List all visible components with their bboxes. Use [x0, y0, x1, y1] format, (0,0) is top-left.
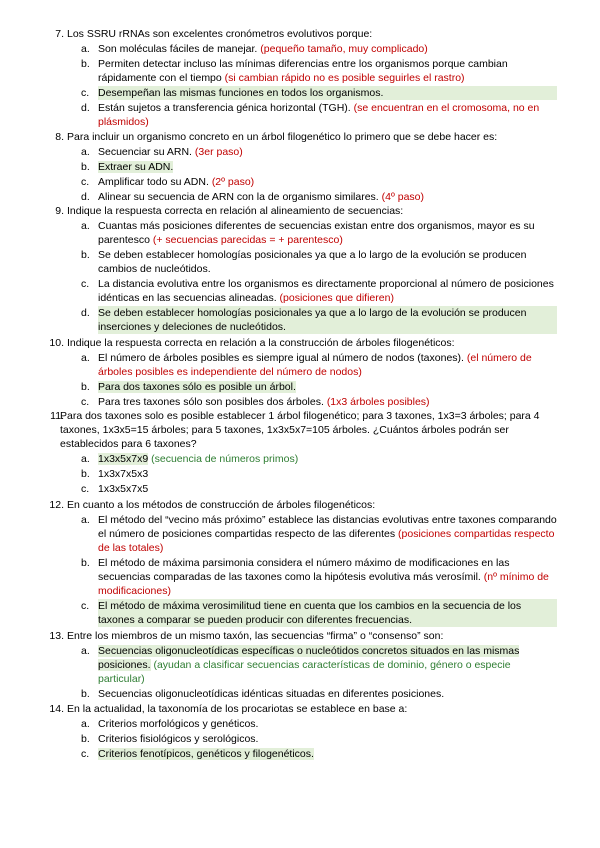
question-number: 11. — [50, 410, 64, 422]
option-note: (se encuentran en el cromosoma, no en plásmidos) — [98, 102, 540, 128]
option-letter: b. — [81, 58, 90, 70]
question-stem: Para dos taxones solo es posible establecer 1 árbol filogenético; para 3 taxones, 1x3=3 árboles; para 4 taxones, 1x3x5=15 árboles; para 5 taxones, 1x3x5x7=105 árboles. ¿Cuántos árboles podrán ser establecidos para 6 taxones? — [60, 410, 540, 450]
option-text: Secuenciar su ARN. — [98, 146, 192, 158]
correct-answer-highlight — [98, 306, 557, 334]
question-number: 13. — [49, 630, 64, 642]
question-number: 12. — [49, 499, 64, 511]
question-stem: Para incluir un organismo concreto en un árbol filogenético lo primero que se debe hacer es: — [67, 131, 498, 143]
option-letter: d. — [81, 102, 90, 114]
option-text: Criterios fisiológicos y serológicos. — [98, 733, 259, 745]
question-11 — [0, 409, 600, 497]
option-text: Cuantas más posiciones diferentes de secuencias existan entre dos organismos, mayor es su parentesco — [98, 220, 535, 246]
option-text: Para tres taxones sólo son posibles dos árboles. — [98, 396, 324, 408]
question-stem: En cuanto a los métodos de construcción de árboles filogenéticos: — [67, 499, 376, 511]
option-letter: a. — [81, 43, 90, 55]
question-stem: Entre los miembros de un mismo taxón, las secuencias “firma” o “consenso” son: — [67, 630, 444, 642]
option-text: Alinear su secuencia de ARN con la de organismo similares. — [98, 191, 379, 203]
option-note: (1x3 árboles posibles) — [326, 396, 430, 408]
option-8a — [81, 145, 557, 159]
option-text: El número de árboles posibles es siempre igual al número de nodos (taxones). — [98, 352, 464, 364]
correct-answer-highlight — [98, 86, 557, 100]
question-14 — [0, 702, 600, 762]
option-note: (posiciones compartidas respecto de las totales) — [98, 528, 555, 554]
option-7b — [81, 57, 557, 85]
question-number: 10. — [49, 337, 64, 349]
question-9 — [0, 204, 600, 335]
option-note: (si cambian rápido no es posible seguirles el rastro) — [224, 72, 465, 84]
option-14c — [81, 747, 557, 761]
question-10 — [0, 336, 600, 410]
option-letter: a. — [81, 718, 90, 730]
option-12b — [81, 556, 557, 598]
question-stem: Indique la respuesta correcta en relación a la construcción de árboles filogenéticos: — [67, 337, 455, 349]
option-10a — [81, 351, 557, 379]
option-10c — [81, 395, 557, 409]
option-14a — [81, 717, 557, 731]
option-text: 1x3x5x7x5 — [98, 483, 149, 495]
option-12a — [81, 513, 557, 555]
option-letter: a. — [81, 645, 90, 657]
correct-answer-highlight — [98, 599, 557, 627]
option-7a — [81, 42, 557, 56]
option-14b — [81, 732, 557, 746]
question-number: 8. — [55, 131, 64, 143]
option-letter: b. — [81, 249, 90, 261]
option-text: Extraer su ADN. — [98, 161, 174, 173]
option-note: (posiciones que difieren) — [279, 292, 394, 304]
option-10b — [81, 380, 557, 394]
option-note: (4º paso) — [381, 191, 425, 203]
option-text: El método de máxima parsimonia considera el número máximo de modificaciones en las secuencias comparadas de las taxones como la hipótesis evolutiva más verosímil. — [98, 557, 510, 583]
option-letter: b. — [81, 557, 90, 569]
option-letter: a. — [81, 352, 90, 364]
option-text: Desempeñan las mismas funciones en todos los organismos. — [98, 87, 384, 99]
option-8c — [81, 175, 557, 189]
option-letter: c. — [81, 87, 90, 99]
option-text: El método del “vecino más próximo” establece las distancias evolutivas entre taxones comparando el número de posiciones compartidas respecto de las diferentes — [98, 514, 557, 540]
option-letter: b. — [81, 468, 90, 480]
option-note: (pequeño tamaño, muy complicado) — [260, 43, 428, 55]
option-text: Son moléculas fáciles de manejar. — [98, 43, 258, 55]
option-text: 1x3x5x7x9 — [98, 453, 149, 465]
option-8d — [81, 190, 557, 204]
option-letter: d. — [81, 307, 90, 319]
question-stem: Los SSRU rRNAs son excelentes cronómetros evolutivos porque: — [67, 28, 373, 40]
option-8b — [81, 160, 557, 174]
option-7c — [81, 86, 557, 100]
question-number: 14. — [49, 703, 64, 715]
question-7 — [0, 27, 600, 130]
option-7d — [81, 101, 557, 129]
option-text: Están sujetos a transferencia génica horizontal (TGH). — [98, 102, 351, 114]
question-13 — [0, 629, 600, 702]
option-letter: d. — [81, 191, 90, 203]
question-number: 7. — [55, 28, 64, 40]
option-13b — [81, 687, 557, 701]
option-text: Amplificar todo su ADN. — [98, 176, 209, 188]
option-letter: a. — [81, 453, 90, 465]
question-number: 9. — [55, 205, 64, 217]
option-9b — [81, 248, 557, 276]
option-text: La distancia evolutiva entre los organismos es directamente proporcional al número de posiciones idénticas en las secuencias alineadas. — [98, 278, 554, 304]
option-text: Para dos taxones sólo es posible un árbol. — [98, 381, 296, 393]
option-11a — [81, 452, 557, 466]
option-11b — [81, 467, 557, 481]
option-letter: c. — [81, 176, 90, 188]
option-note: (nº mínimo de modificaciones) — [98, 571, 549, 597]
option-note: (3er paso) — [194, 146, 243, 158]
option-text: Criterios morfológicos y genéticos. — [98, 718, 259, 730]
option-note: (el número de árboles posibles es independiente del número de nodos) — [98, 352, 532, 378]
option-letter: c. — [81, 748, 90, 760]
option-13a — [81, 644, 557, 686]
option-text: Se deben establecer homologías posicionales ya que a lo largo de la evolución se producen cambios de nucleótidos. — [98, 249, 527, 275]
option-12c — [81, 599, 557, 627]
option-letter: a. — [81, 220, 90, 232]
option-9a — [81, 219, 557, 247]
option-11c — [81, 482, 557, 496]
option-letter: b. — [81, 733, 90, 745]
option-note: (secuencia de números primos) — [151, 453, 299, 465]
option-letter: a. — [81, 146, 90, 158]
option-9d — [81, 306, 557, 334]
option-letter: b. — [81, 161, 90, 173]
option-note: (ayudan a clasificar secuencias características de dominio, género o especie particular) — [98, 659, 511, 685]
question-8 — [0, 130, 600, 205]
question-stem: En la actualidad, la taxonomía de los procariotas se establece en base a: — [67, 703, 408, 715]
option-text: Criterios fenotípicos, genéticos y filogenéticos. — [98, 748, 314, 760]
option-text: Permiten detectar incluso las mínimas diferencias entre los organismos porque cambian rápidamente con el tiempo — [98, 58, 508, 84]
option-letter: c. — [81, 396, 90, 408]
option-9c — [81, 277, 557, 305]
option-note: (+ secuencias parecidas = + parentesco) — [152, 234, 343, 246]
option-letter: c. — [81, 600, 90, 612]
option-text: Se deben establecer homologías posicionales ya que a lo largo de la evolución se producen inserciones y deleciones de nucleótidos. — [98, 307, 527, 333]
option-letter: b. — [81, 688, 90, 700]
option-text: Secuencias oligonucleotídicas específicas o nucleótidos concretos situados en las mismas posiciones. — [98, 645, 520, 671]
option-letter: b. — [81, 381, 90, 393]
option-note: (2º paso) — [211, 176, 255, 188]
option-letter: c. — [81, 278, 90, 290]
option-text: El método de máxima verosimilitud tiene en cuenta que los cambios en la secuencia de los taxones a comparar se pueden producir con diferentes frecuencias. — [98, 600, 522, 626]
option-letter: a. — [81, 514, 90, 526]
question-12 — [0, 498, 600, 628]
option-text: Secuencias oligonucleotídicas idénticas situadas en diferentes posiciones. — [98, 688, 445, 700]
question-stem: Indique la respuesta correcta en relación al alineamiento de secuencias: — [67, 205, 404, 217]
option-letter: c. — [81, 483, 90, 495]
option-text: 1x3x7x5x3 — [98, 468, 149, 480]
